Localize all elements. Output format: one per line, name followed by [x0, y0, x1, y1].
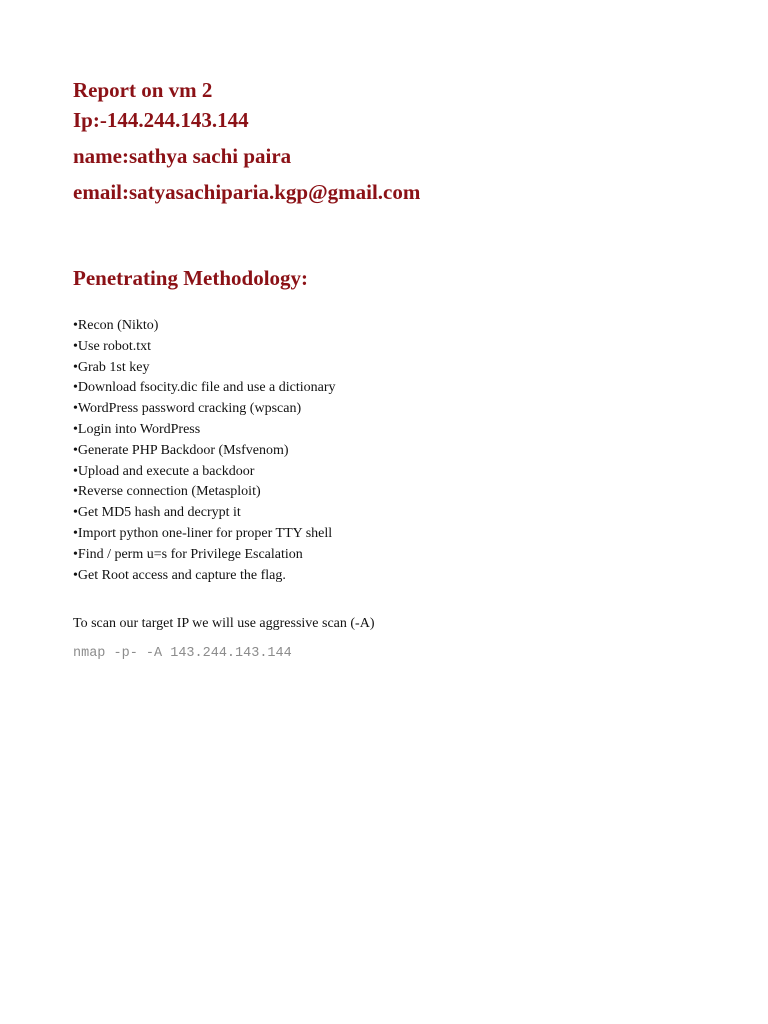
- scan-intro-text: To scan our target IP we will use aggressive scan (-A): [73, 616, 375, 631]
- methodology-title: Penetrating Methodology:: [73, 266, 309, 290]
- nmap-command: nmap -p- -A 143.244.143.144: [73, 646, 292, 661]
- methodology-step: •Get MD5 hash and decrypt it: [73, 505, 241, 521]
- methodology-step: •Upload and execute a backdoor: [73, 463, 255, 479]
- report-title: Report on vm 2: [73, 78, 213, 102]
- report-document: [73, 76, 733, 661]
- methodology-step: •Get Root access and capture the flag.: [73, 567, 286, 583]
- methodology-step: •Recon (Nikto): [73, 318, 159, 333]
- methodology-step: •Grab 1st key: [73, 359, 150, 375]
- methodology-step: •Import python one-liner for proper TTY shell: [73, 525, 333, 541]
- author-name: name:sathya sachi paira: [73, 144, 292, 168]
- methodology-step: •Login into WordPress: [73, 421, 201, 437]
- methodology-steps-list: [73, 316, 336, 586]
- target-ip: Ip:-144.244.143.144: [73, 108, 249, 132]
- methodology-step: •Generate PHP Backdoor (Msfvenom): [73, 442, 289, 458]
- methodology-step: •Reverse connection (Metasploit): [73, 484, 261, 500]
- author-email: email:satyasachiparia.kgp@gmail.com: [73, 180, 421, 204]
- methodology-step: •WordPress password cracking (wpscan): [73, 401, 302, 417]
- methodology-step: •Find / perm u=s for Privilege Escalation: [73, 546, 303, 562]
- methodology-step: •Download fsocity.dic file and use a dictionary: [73, 380, 336, 396]
- methodology-step: •Use robot.txt: [73, 338, 152, 354]
